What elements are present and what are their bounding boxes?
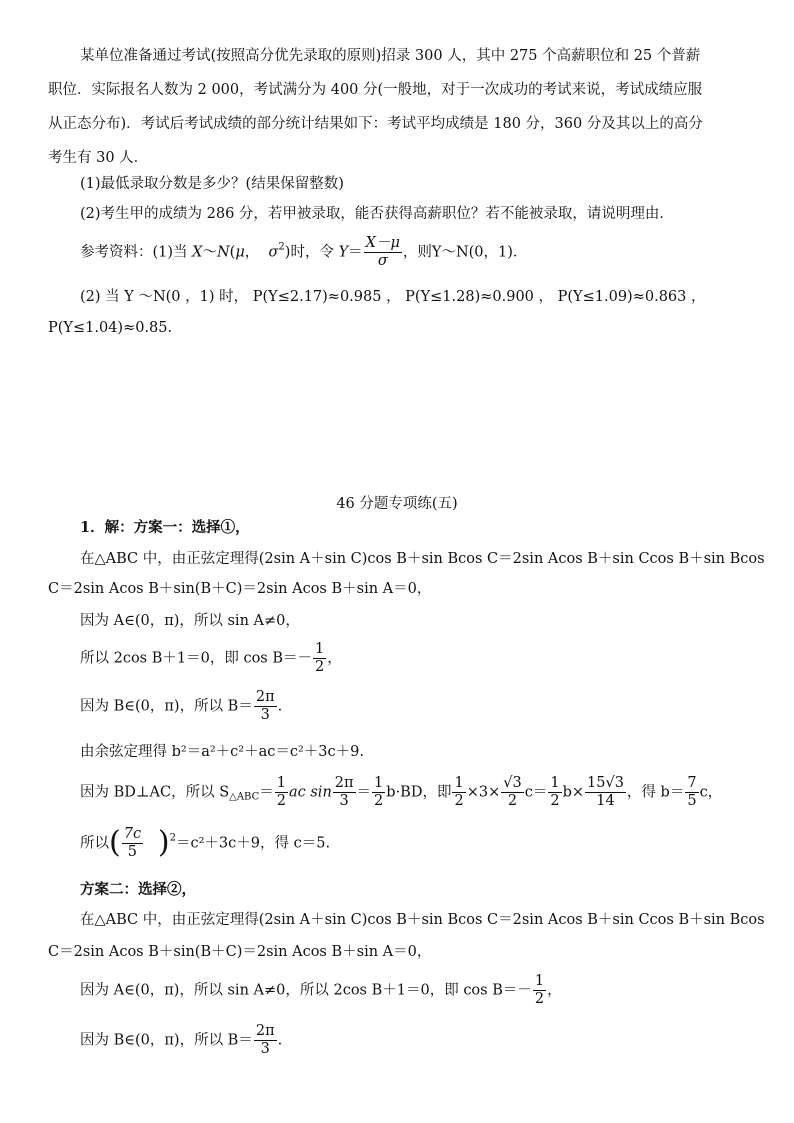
c-equation: ＝c²＋3c＋9，得 c＝5.	[176, 835, 331, 852]
suoyi-text: 所以	[80, 835, 109, 852]
solution-1-line-3: 因为 A∈(0，π)，所以 sin A≠0，	[80, 613, 300, 629]
den-c: 2	[374, 793, 384, 810]
area-text-b: ac sin	[288, 784, 332, 801]
solution-1-line-2: C＝2sin Acos B＋sin(B＋C)＝2sin Acos B＋sin A＝0，	[48, 581, 432, 597]
half-frac-a	[275, 776, 288, 809]
problem-text-line-2: 职位．实际报名人数为 2 000，考试满分为 400 分(一般地，对于一次成功的考试来说，考试成绩应服	[48, 82, 703, 98]
area-text-c: b·BD，即	[386, 784, 452, 801]
num-e: √3	[501, 776, 523, 793]
half-num: 1	[313, 642, 326, 659]
den-h: 5	[687, 793, 697, 810]
area-text-e: c＝	[524, 784, 548, 801]
s2-comma: ，	[547, 982, 562, 999]
solution-1-line-6: 由余弦定理得 b²＝a²＋c²＋ac＝c²＋3c＋9.	[80, 744, 364, 760]
half-frac-f	[548, 776, 561, 809]
half-frac-c	[372, 776, 385, 809]
area-text-d: ×3×	[466, 784, 501, 801]
num-d: 1	[452, 776, 465, 793]
num-g: 15√3	[585, 776, 626, 793]
solution-1-line-4	[80, 642, 342, 675]
reference-then: ，则	[402, 244, 432, 261]
area-text-h: c，	[699, 784, 723, 801]
two-pi-frac-b	[333, 776, 356, 809]
problem-text-line-1: 某单位准备通过考试(按照高分优先录取的原则)招录 300 人，其中 275 个高薪职位和 25 个普薪	[80, 48, 701, 64]
den-a: 2	[276, 793, 286, 810]
sup-square: 2	[169, 832, 176, 844]
var-mu: μ	[235, 244, 245, 261]
reference-line-2: (2) 当 Y ～N(0 ，1) 时， P(Y≤2.17)≈0.985 ， P(Y≤1.28)≈0.900 ， P(Y≤1.09)≈0.863 ，	[80, 289, 706, 305]
solution-2-heading: 方案二：选择②，	[80, 881, 196, 898]
s2-half-num: 1	[533, 974, 546, 991]
half-frac-d	[452, 776, 465, 809]
area-text-a: 因为 BD⊥AC，所以 S	[80, 784, 230, 801]
num-h: 7	[685, 776, 698, 793]
solution-2-line-2: C＝2sin Acos B＋sin(B＋C)＝2sin Acos B＋sin A＝0，	[48, 944, 432, 960]
b-range-text: 因为 B∈(0，π)，所以 B＝	[80, 698, 253, 715]
left-paren: (	[109, 825, 121, 860]
s2-half-fraction	[533, 974, 546, 1007]
solution-1-line-7	[80, 776, 722, 809]
comma: ，	[327, 650, 342, 667]
period: .	[277, 698, 283, 715]
reference-end: ．	[512, 244, 528, 261]
num-i: 7c	[122, 827, 143, 844]
solution-2-line-1: 在△ABC 中，由正弦定理得(2sin A＋sin C)cos B＋sin Bcos C＝2sin Acos B＋sin Ccos B＋sin Bcos	[80, 912, 765, 928]
var-n: N	[216, 244, 230, 261]
y-distribution: Y～N(0，1)	[431, 244, 513, 261]
num-b: 2π	[333, 776, 356, 793]
s2-b-range-text: 因为 B∈(0，π)，所以 B＝	[80, 1032, 253, 1049]
solution-heading: 1．解：方案一：选择①，	[80, 519, 250, 536]
s2-period: .	[277, 1032, 283, 1049]
cosb-text: 所以 2cos B＋1＝0，即 cos B＝－	[80, 650, 313, 667]
seven-c-fifths-frac	[122, 827, 143, 860]
reference-line-1: 参考资料：(1)当 X～N(μ， $\sigma^2$)时，令 Y＝ $\frac{X-\mu}{\sigma}$ ，则Y～N(0，1)．	[80, 235, 528, 270]
s2-cosb-text: 因为 A∈(0，π)，所以 sin A≠0，所以 2cos B＋1＝0，即 cos B＝－	[80, 982, 532, 999]
eq-sign: ＝	[259, 784, 274, 801]
num-c: 1	[372, 776, 385, 793]
seven-fifths-frac	[685, 776, 698, 809]
reference-prefix: 参考资料：(1)当	[80, 244, 188, 261]
standardize-numerator: X－μ	[364, 236, 402, 253]
area-text-f: b×	[562, 784, 584, 801]
solution-2-line-4	[80, 1024, 282, 1057]
var-x: X	[192, 244, 203, 261]
den-d: 2	[454, 793, 464, 810]
reference-line-3: P(Y≤1.04)≈0.85.	[48, 320, 173, 336]
area-text-g: ，得 b＝	[626, 784, 685, 801]
triangle-sub: △ABC	[229, 791, 260, 803]
question-2: (2)考生甲的成绩为 286 分，若甲被录取，能否获得高薪职位？若不能被录取，请说明理由．	[80, 206, 674, 222]
num-a: 1	[275, 776, 288, 793]
num-f: 1	[548, 776, 561, 793]
two-pi-num: 2π	[254, 690, 277, 707]
den-f: 2	[550, 793, 560, 810]
den-b: 3	[339, 793, 349, 810]
solution-2-line-3	[80, 974, 562, 1007]
section-title: 46 分题专项练(五)	[336, 496, 458, 512]
reference-mid: 时，令	[290, 244, 334, 261]
s2-half-den: 2	[534, 991, 545, 1008]
problem-text-line-4: 考生有 30 人．	[48, 150, 149, 166]
tilde: ～	[202, 244, 217, 261]
fifteen-sqrt3-frac	[585, 776, 626, 809]
var-y: Y	[338, 244, 349, 261]
var-sigma: σ	[268, 244, 279, 261]
standardize-denominator: σ	[377, 253, 388, 270]
two-pi-third-fraction	[254, 690, 277, 723]
den-g: 14	[596, 793, 615, 810]
eq-sign-2: ＝	[356, 784, 372, 801]
half-den: 2	[315, 659, 325, 676]
s2-two-pi-third-fraction	[254, 1024, 277, 1057]
den-i: 5	[127, 843, 138, 860]
s2-three-den: 3	[260, 1041, 270, 1058]
sqrt3-frac	[501, 776, 523, 809]
three-den: 3	[260, 707, 270, 724]
half-fraction	[313, 642, 326, 675]
sup-2: 2	[278, 241, 285, 253]
problem-text-line-3: 从正态分布)．考试后考试成绩的部分统计结果如下：考试平均成绩是 180 分，360 分及其以上的高分	[48, 116, 703, 132]
den-e: 2	[507, 793, 518, 810]
solution-1-line-1: 在△ABC 中，由正弦定理得(2sin A＋sin C)cos B＋sin Bcos C＝2sin Acos B＋sin Ccos B＋sin Bcos	[80, 551, 765, 567]
question-1: (1)最低录取分数是多少？(结果保留整数)	[80, 176, 344, 192]
solution-1-line-5	[80, 690, 282, 723]
s2-two-pi-num: 2π	[254, 1024, 277, 1041]
standardize-fraction	[364, 236, 402, 269]
solution-1-line-8	[80, 826, 330, 861]
right-paren: )	[157, 825, 170, 860]
